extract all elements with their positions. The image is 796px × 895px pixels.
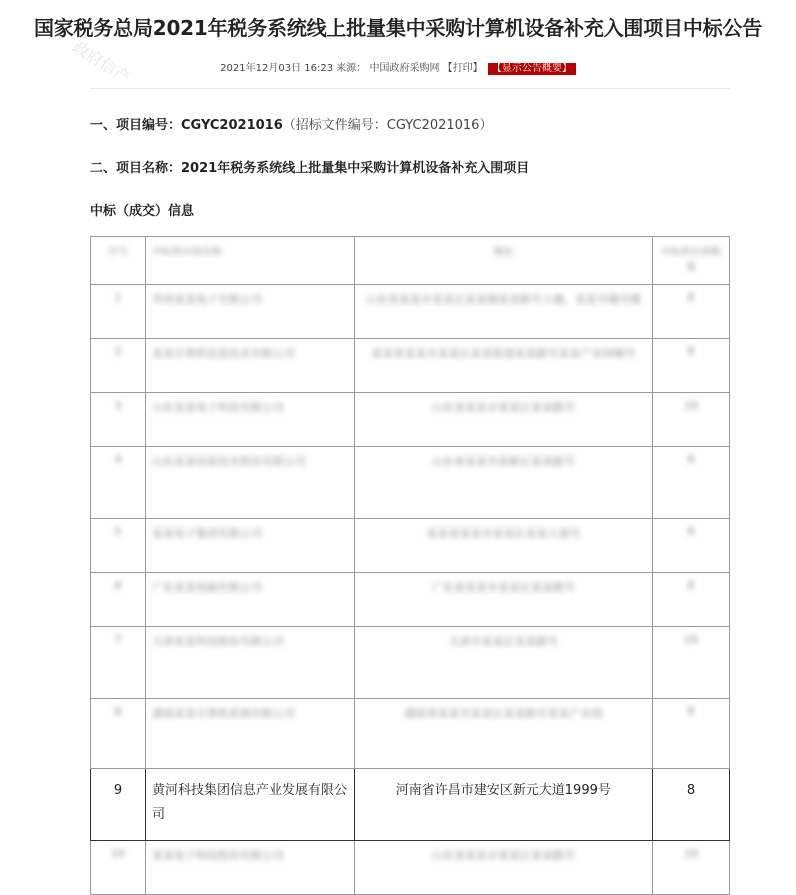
row-no: 5 <box>91 519 146 573</box>
row-no: 6 <box>91 573 146 627</box>
row-address: 某某省某某市某某区某某大道号 <box>354 519 653 573</box>
table-row <box>91 519 730 573</box>
project-number <box>90 114 492 133</box>
source-name: 中国政府采购网 <box>369 63 440 74</box>
row-supplier: 黄河科技集团信息产业发展有限公司 <box>145 769 354 841</box>
show-summary-button[interactable]: 【显示公告概要】 <box>488 63 576 75</box>
row-supplier: 某某电子集团有限公司 <box>145 519 354 573</box>
col-header-address: 地址 <box>354 237 653 285</box>
table-header-row <box>91 237 730 285</box>
table-row-highlight <box>91 769 730 841</box>
award-info-heading <box>90 200 194 219</box>
row-no: 8 <box>91 699 146 769</box>
row-supplier: 天津某某科技股份有限公司 <box>145 627 354 699</box>
row-address: 山东省某某市某某区某某路号 <box>354 393 653 447</box>
table-row <box>91 393 730 447</box>
row-qty: 8 <box>653 447 730 519</box>
row-no: 10 <box>91 841 146 895</box>
table-row <box>91 573 730 627</box>
row-qty: 16 <box>653 841 730 895</box>
table-row <box>91 841 730 895</box>
row-no: 1 <box>91 285 146 339</box>
row-supplier: 苏州某某电子有限公司 <box>145 285 354 339</box>
row-address: 山东省某某市某某区某某路号 <box>354 841 653 895</box>
row-address: 湖南省某某市某某区某某路号某某产业园 <box>354 699 653 769</box>
row-address: 某某省某某市某某区某某街道某某路号某某产业园楼号 <box>354 339 653 393</box>
row-supplier: 湖南某某计算机系统有限公司 <box>145 699 354 769</box>
row-qty: 8 <box>653 519 730 573</box>
row-qty: 8 <box>653 339 730 393</box>
row-supplier: 山东某某信息技术股份有限公司 <box>145 447 354 519</box>
source-label: 来源： <box>336 63 367 74</box>
row-no: 2 <box>91 339 146 393</box>
row-address: 广东省某某市某某区某某路号 <box>354 573 653 627</box>
table-row <box>91 447 730 519</box>
row-qty: 8 <box>653 285 730 339</box>
table-row <box>91 285 730 339</box>
award-table <box>90 236 730 895</box>
award-info-heading-text: 中标（成交）信息 <box>90 204 195 219</box>
row-supplier: 某某电子科技股份有限公司 <box>145 841 354 895</box>
row-qty: 8 <box>653 699 730 769</box>
col-header-qty: 中标供应商数量 <box>653 237 730 285</box>
publish-datetime: 2021年12月03日 16:23 <box>220 63 334 74</box>
tender-doc-number: （招标文件编号：CGYC2021016） <box>282 118 493 133</box>
row-no: 9 <box>91 769 146 841</box>
col-header-no: 序号 <box>91 237 146 285</box>
row-address: 山东省某某市高新区某某路号 <box>354 447 653 519</box>
page-title: 国家税务总局2021年税务系统线上批量集中采购计算机设备补充入围项目中标公告 <box>33 16 763 40</box>
row-supplier: 某某计算机信息技术有限公司 <box>145 339 354 393</box>
row-supplier: 山东某某电子科技有限公司 <box>145 393 354 447</box>
table-row <box>91 627 730 699</box>
row-address: 河南省许昌市建安区新元大道1999号 <box>354 769 653 841</box>
project-name-label: 二、项目名称： <box>90 161 182 176</box>
article-meta <box>0 59 796 75</box>
row-qty: 8 <box>653 573 730 627</box>
row-address: 山东省某某市某某区某某镇某某路号大楼，某某号楼号楼 <box>354 285 653 339</box>
row-no: 4 <box>91 447 146 519</box>
watermark: 政府信产 <box>69 37 134 88</box>
row-qty: 16 <box>653 393 730 447</box>
row-qty: 8 <box>653 769 730 841</box>
project-name <box>90 157 529 176</box>
project-number-value: CGYC2021016 <box>181 118 283 133</box>
row-qty: 16 <box>653 627 730 699</box>
divider <box>90 88 730 89</box>
row-no: 3 <box>91 393 146 447</box>
row-address: 天津市某某区某某路号 <box>354 627 653 699</box>
project-name-value: 2021年税务系统线上批量集中采购计算机设备补充入围项目 <box>181 161 530 176</box>
row-supplier: 广东某某电脑有限公司 <box>145 573 354 627</box>
project-number-label: 一、项目编号： <box>90 118 182 133</box>
print-link[interactable]: 【打印】 <box>442 63 483 74</box>
row-no: 7 <box>91 627 146 699</box>
col-header-supplier: 中标供应商名称 <box>145 237 354 285</box>
table-row <box>91 339 730 393</box>
table-row <box>91 699 730 769</box>
